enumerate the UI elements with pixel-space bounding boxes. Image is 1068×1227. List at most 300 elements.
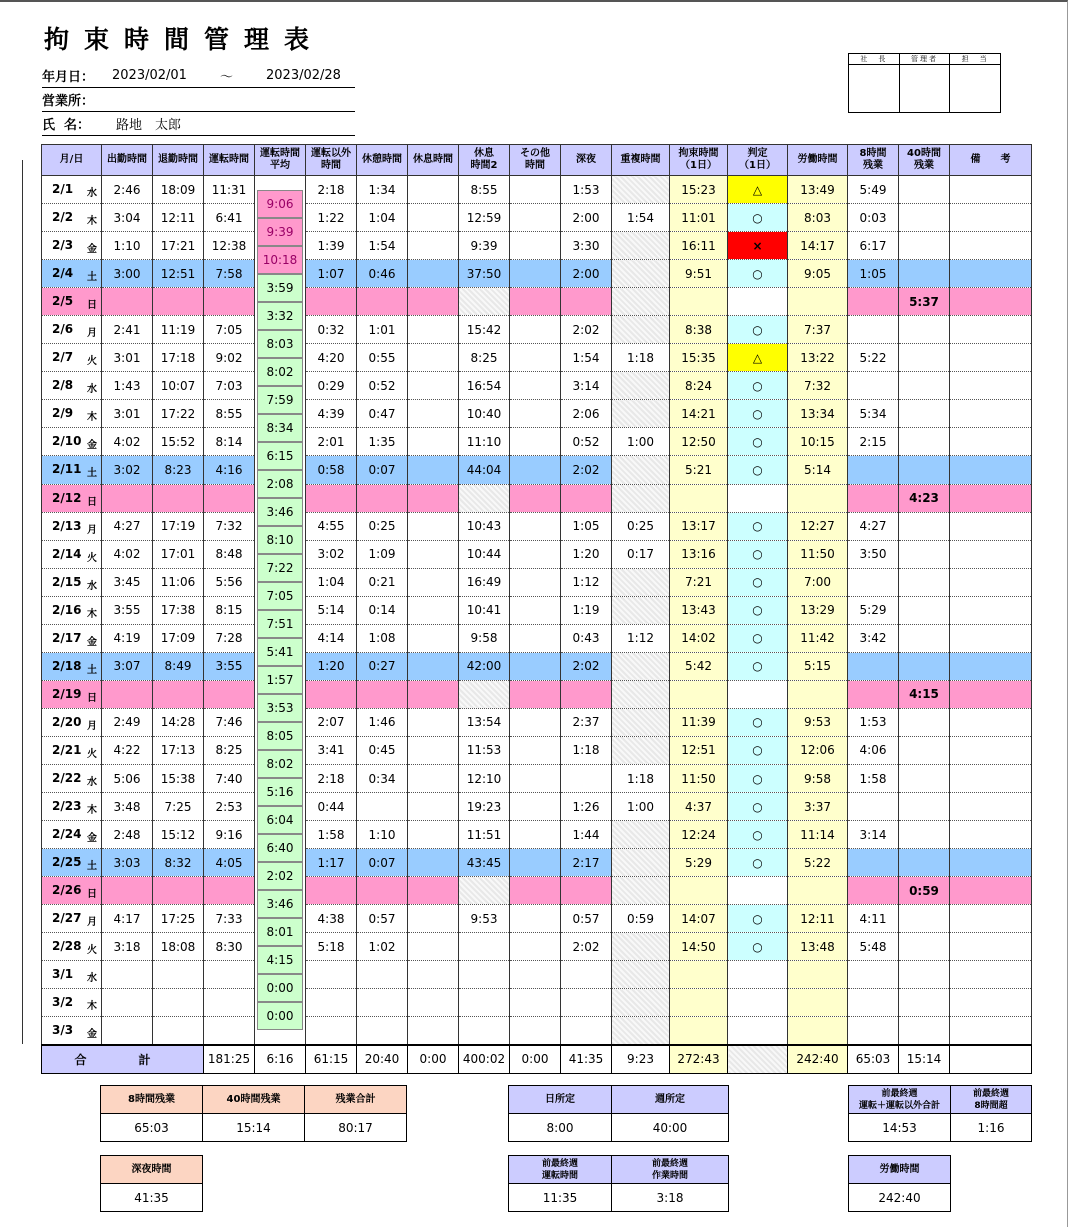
cell-etc	[510, 652, 561, 680]
cell-night: 3:30	[561, 232, 612, 260]
total-work: 242:40	[788, 1045, 848, 1073]
cell-bind: 11:01	[670, 204, 728, 232]
cell-etc	[510, 316, 561, 344]
cell-ot8: 1:58	[848, 764, 899, 792]
cell-bind: 5:42	[670, 652, 728, 680]
cell-in: 4:22	[102, 736, 153, 764]
standard-hours-summary	[508, 1085, 729, 1142]
period-to: 2023/02/28	[266, 68, 341, 83]
cell-in	[102, 877, 153, 905]
cell-judge: ○	[728, 568, 788, 596]
cell-ot40	[899, 736, 950, 764]
cell-night: 2:17	[561, 849, 612, 877]
cell-note	[950, 456, 1032, 484]
cell-rest	[408, 540, 459, 568]
cell-night	[561, 288, 612, 316]
weekday-value: 月	[87, 328, 97, 340]
cell-rest2	[459, 1017, 510, 1045]
cell-other: 2:18	[306, 176, 357, 204]
cell-other	[306, 989, 357, 1017]
total-bind: 272:43	[670, 1045, 728, 1073]
weekday-value: 土	[87, 861, 97, 873]
column-header: 8時間 残業	[848, 145, 899, 176]
lw-ot-value: 1:16	[977, 1120, 1005, 1135]
cell-break: 0:57	[357, 905, 408, 933]
cell-dup: 0:25	[612, 512, 670, 540]
date-value: 2/28	[52, 939, 82, 954]
cell-other: 2:18	[306, 764, 357, 792]
cell-ot8	[848, 877, 899, 905]
cell-ot8	[848, 1017, 899, 1045]
cell-night	[561, 484, 612, 512]
stamp-manager[interactable]	[900, 54, 951, 112]
cell-break	[357, 288, 408, 316]
cell-in: 1:43	[102, 372, 153, 400]
cell-in: 3:18	[102, 933, 153, 961]
night-summary	[100, 1155, 203, 1212]
cell-dup: 0:59	[612, 905, 670, 933]
cell-ot8	[848, 989, 899, 1017]
cell-work	[788, 484, 848, 512]
cell-rest2	[459, 961, 510, 989]
cell-break: 1:10	[357, 821, 408, 849]
cell-dup	[612, 400, 670, 428]
cell-ot8	[848, 793, 899, 821]
cell-bind: 7:21	[670, 568, 728, 596]
date-cell	[42, 456, 102, 484]
lw-drive-value: 11:35	[542, 1190, 578, 1205]
cell-night: 2:02	[561, 652, 612, 680]
cell-night: 1:18	[561, 736, 612, 764]
cell-out	[153, 877, 204, 905]
drive-average-column	[255, 176, 306, 1046]
date-value: 2/1	[52, 182, 74, 196]
cell-work	[788, 680, 848, 708]
cell-rest	[408, 372, 459, 400]
approval-stamp-box	[848, 53, 1001, 113]
side-rule	[22, 160, 23, 1044]
cell-break	[357, 484, 408, 512]
cell-drive	[204, 989, 255, 1017]
cell-in: 3:45	[102, 568, 153, 596]
cell-judge	[728, 484, 788, 512]
cell-ot8: 1:53	[848, 708, 899, 736]
cell-night: 1:53	[561, 176, 612, 204]
weekday-value: 金	[87, 636, 97, 648]
cell-drive	[204, 877, 255, 905]
cell-work: 13:29	[788, 596, 848, 624]
cell-ot40	[899, 708, 950, 736]
cell-break	[357, 989, 408, 1017]
cell-other: 0:32	[306, 316, 357, 344]
cell-note	[950, 905, 1032, 933]
cell-rest2	[459, 877, 510, 905]
cell-work	[788, 989, 848, 1017]
cell-night	[561, 1017, 612, 1045]
cell-dup	[612, 821, 670, 849]
cell-rest2: 44:04	[459, 456, 510, 484]
cell-other: 0:58	[306, 456, 357, 484]
cell-ot8: 5:49	[848, 176, 899, 204]
cell-bind: 8:38	[670, 316, 728, 344]
total-other: 61:15	[306, 1045, 357, 1073]
labor-label: 労働時間	[849, 1156, 950, 1184]
cell-in: 3:00	[102, 260, 153, 288]
cell-rest	[408, 652, 459, 680]
cell-judge: ○	[728, 793, 788, 821]
weekday-value: 土	[87, 468, 97, 480]
cell-drive: 6:41	[204, 204, 255, 232]
period-separator: ～	[220, 70, 234, 85]
weekday-value: 木	[87, 608, 97, 620]
date-cell	[42, 652, 102, 680]
column-header: 労働時間	[788, 145, 848, 176]
cell-ot40	[899, 793, 950, 821]
cell-dup	[612, 849, 670, 877]
drive-average-value: 5:41	[257, 638, 303, 666]
cell-break: 1:08	[357, 624, 408, 652]
cell-out: 11:06	[153, 568, 204, 596]
table-row	[42, 456, 1032, 484]
stamp-president[interactable]	[849, 54, 900, 112]
totals-row	[42, 1045, 1032, 1073]
cell-judge: ○	[728, 905, 788, 933]
cell-drive: 7:58	[204, 260, 255, 288]
cell-night: 2:37	[561, 708, 612, 736]
weekday-value: 水	[87, 973, 97, 985]
cell-rest	[408, 821, 459, 849]
cell-out	[153, 288, 204, 316]
table-row	[42, 232, 1032, 260]
cell-break: 0:07	[357, 456, 408, 484]
cell-out	[153, 484, 204, 512]
period-label: 年月日：	[42, 70, 95, 85]
date-cell	[42, 961, 102, 989]
cell-night	[561, 680, 612, 708]
date-value: 2/8	[52, 378, 74, 393]
cell-bind	[670, 1017, 728, 1045]
weekday-value: 月	[87, 720, 97, 732]
cell-judge	[728, 877, 788, 905]
cell-break	[357, 1017, 408, 1045]
cell-dup: 1:18	[612, 764, 670, 792]
cell-etc	[510, 933, 561, 961]
cell-night: 0:43	[561, 624, 612, 652]
cell-rest	[408, 680, 459, 708]
cell-ot40	[899, 204, 950, 232]
date-cell	[42, 484, 102, 512]
drive-average-value: 7:22	[257, 554, 303, 582]
table-row	[42, 933, 1032, 961]
cell-break: 0:47	[357, 400, 408, 428]
cell-ot40	[899, 624, 950, 652]
cell-bind: 12:50	[670, 428, 728, 456]
cell-note	[950, 1017, 1032, 1045]
cell-out: 15:12	[153, 821, 204, 849]
cell-rest2: 16:49	[459, 568, 510, 596]
cell-drive: 4:05	[204, 849, 255, 877]
cell-etc	[510, 484, 561, 512]
cell-rest2	[459, 288, 510, 316]
cell-drive: 7:46	[204, 708, 255, 736]
cell-etc	[510, 596, 561, 624]
cell-in: 3:07	[102, 652, 153, 680]
weekday-value: 月	[87, 917, 97, 929]
cell-break: 0:46	[357, 260, 408, 288]
date-cell	[42, 933, 102, 961]
weekday-value: 日	[87, 300, 97, 312]
table-row	[42, 344, 1032, 372]
cell-drive: 8:15	[204, 596, 255, 624]
cell-rest2	[459, 680, 510, 708]
week-std-value: 40:00	[652, 1120, 688, 1135]
column-header: 40時間 残業	[899, 145, 950, 176]
cell-bind	[670, 989, 728, 1017]
date-value: 2/7	[52, 350, 74, 365]
cell-in: 3:55	[102, 596, 153, 624]
date-cell	[42, 512, 102, 540]
cell-dup: 1:12	[612, 624, 670, 652]
date-value: 2/16	[52, 602, 82, 617]
cell-night: 2:02	[561, 456, 612, 484]
drive-average-value: 9:06	[257, 190, 303, 218]
period-from: 2023/02/01	[112, 68, 187, 83]
stamp-label: 担 当	[950, 54, 1000, 65]
cell-work: 7:32	[788, 372, 848, 400]
cell-drive: 7:32	[204, 512, 255, 540]
cell-rest2: 16:54	[459, 372, 510, 400]
cell-judge: ○	[728, 652, 788, 680]
cell-rest2: 10:44	[459, 540, 510, 568]
table-row	[42, 989, 1032, 1017]
drive-average-value: 6:40	[257, 834, 303, 862]
cell-bind: 13:16	[670, 540, 728, 568]
cell-rest2: 10:41	[459, 596, 510, 624]
cell-etc	[510, 989, 561, 1017]
cell-bind	[670, 877, 728, 905]
column-header: 月/日	[42, 145, 102, 176]
total-dup: 9:23	[612, 1045, 670, 1073]
cell-ot40	[899, 568, 950, 596]
cell-note	[950, 596, 1032, 624]
cell-judge: ○	[728, 540, 788, 568]
cell-work: 13:22	[788, 344, 848, 372]
total-drive-avg: 6:16	[255, 1045, 306, 1073]
cell-etc	[510, 288, 561, 316]
cell-rest2: 11:53	[459, 736, 510, 764]
cell-rest	[408, 933, 459, 961]
cell-judge: ○	[728, 372, 788, 400]
total-drive: 181:25	[204, 1045, 255, 1073]
cell-other	[306, 1017, 357, 1045]
stamp-staff[interactable]	[950, 54, 1000, 112]
cell-night: 2:00	[561, 260, 612, 288]
weekday-value: 金	[87, 1029, 97, 1041]
cell-break: 1:54	[357, 232, 408, 260]
cell-rest	[408, 624, 459, 652]
cell-break: 0:27	[357, 652, 408, 680]
cell-rest2: 8:25	[459, 344, 510, 372]
cell-judge: ○	[728, 316, 788, 344]
cell-rest	[408, 232, 459, 260]
cell-work	[788, 877, 848, 905]
stamp-label: 管理者	[900, 54, 950, 65]
cell-etc	[510, 260, 561, 288]
cell-ot8	[848, 456, 899, 484]
cell-bind: 16:11	[670, 232, 728, 260]
week-std-label: 週所定	[612, 1086, 728, 1114]
cell-break	[357, 793, 408, 821]
drive-average-value: 9:39	[257, 218, 303, 246]
timesheet-table	[41, 144, 1032, 1074]
drive-average-value: 6:04	[257, 806, 303, 834]
cell-in: 3:48	[102, 793, 153, 821]
column-header: 休息時間	[408, 145, 459, 176]
cell-other: 1:17	[306, 849, 357, 877]
cell-judge: ○	[728, 821, 788, 849]
table-row	[42, 428, 1032, 456]
date-cell	[42, 877, 102, 905]
cell-other: 3:41	[306, 736, 357, 764]
cell-out	[153, 961, 204, 989]
cell-out	[153, 1017, 204, 1045]
cell-other: 5:14	[306, 596, 357, 624]
weekday-value: 火	[87, 356, 97, 368]
drive-average-value: 5:16	[257, 778, 303, 806]
table-row	[42, 680, 1032, 708]
date-value: 2/11	[52, 462, 82, 477]
cell-break	[357, 877, 408, 905]
cell-judge: ○	[728, 456, 788, 484]
cell-dup	[612, 933, 670, 961]
cell-break: 0:25	[357, 512, 408, 540]
cell-out: 8:23	[153, 456, 204, 484]
cell-bind: 11:39	[670, 708, 728, 736]
cell-note	[950, 736, 1032, 764]
cell-rest	[408, 961, 459, 989]
date-value: 2/12	[52, 490, 82, 505]
drive-average-value: 8:02	[257, 750, 303, 778]
cell-work: 13:49	[788, 176, 848, 204]
column-header: 拘束時間 （1日）	[670, 145, 728, 176]
cell-note	[950, 568, 1032, 596]
cell-dup	[612, 680, 670, 708]
cell-drive: 5:56	[204, 568, 255, 596]
cell-judge: ○	[728, 624, 788, 652]
date-value: 2/20	[52, 714, 82, 729]
cell-rest2	[459, 484, 510, 512]
cell-out: 17:21	[153, 232, 204, 260]
cell-etc	[510, 764, 561, 792]
cell-note	[950, 232, 1032, 260]
total-etc: 0:00	[510, 1045, 561, 1073]
date-cell	[42, 428, 102, 456]
drive-average-value: 1:57	[257, 666, 303, 694]
overtime-summary	[100, 1085, 407, 1142]
cell-drive: 4:16	[204, 456, 255, 484]
cell-dup	[612, 316, 670, 344]
cell-etc	[510, 905, 561, 933]
cell-drive: 11:31	[204, 176, 255, 204]
cell-ot40	[899, 316, 950, 344]
date-value: 2/26	[52, 883, 82, 898]
cell-dup	[612, 736, 670, 764]
date-value: 2/2	[52, 210, 74, 225]
cell-work: 9:05	[788, 260, 848, 288]
cell-rest	[408, 316, 459, 344]
cell-ot40	[899, 512, 950, 540]
cell-note	[950, 821, 1032, 849]
cell-rest2: 11:51	[459, 821, 510, 849]
date-value: 2/15	[52, 574, 82, 589]
date-value: 2/27	[52, 911, 82, 926]
cell-dup: 1:54	[612, 204, 670, 232]
cell-work: 5:14	[788, 456, 848, 484]
cell-rest	[408, 400, 459, 428]
cell-ot40	[899, 933, 950, 961]
cell-dup	[612, 708, 670, 736]
period-row	[42, 64, 355, 88]
cell-etc	[510, 680, 561, 708]
cell-rest	[408, 849, 459, 877]
cell-rest2: 43:45	[459, 849, 510, 877]
cell-rest	[408, 1017, 459, 1045]
office-label: 営業所：	[42, 94, 95, 109]
cell-rest	[408, 989, 459, 1017]
cell-out: 14:28	[153, 708, 204, 736]
name-label: 氏 名：	[42, 118, 91, 133]
date-cell	[42, 204, 102, 232]
cell-dup	[612, 652, 670, 680]
date-cell	[42, 260, 102, 288]
cell-dup	[612, 176, 670, 204]
cell-ot8: 6:17	[848, 232, 899, 260]
cell-work: 9:58	[788, 764, 848, 792]
cell-etc	[510, 736, 561, 764]
lw-work-value: 3:18	[656, 1190, 684, 1205]
cell-judge	[728, 1017, 788, 1045]
cell-ot40	[899, 961, 950, 989]
cell-rest2: 15:42	[459, 316, 510, 344]
cell-bind: 13:17	[670, 512, 728, 540]
date-cell	[42, 1017, 102, 1045]
date-value: 2/13	[52, 518, 82, 533]
cell-ot8	[848, 680, 899, 708]
cell-dup	[612, 372, 670, 400]
cell-rest	[408, 708, 459, 736]
cell-out: 17:38	[153, 596, 204, 624]
cell-drive: 9:02	[204, 344, 255, 372]
cell-ot40: 0:59	[899, 877, 950, 905]
cell-out: 17:18	[153, 344, 204, 372]
cell-drive: 8:30	[204, 933, 255, 961]
cell-note	[950, 680, 1032, 708]
date-value: 2/6	[52, 322, 74, 337]
cell-ot8: 0:03	[848, 204, 899, 232]
cell-other: 2:01	[306, 428, 357, 456]
cell-work: 5:15	[788, 652, 848, 680]
cell-other: 0:29	[306, 372, 357, 400]
date-cell	[42, 624, 102, 652]
drive-average-value: 4:15	[257, 946, 303, 974]
cell-ot40: 4:15	[899, 680, 950, 708]
cell-ot40	[899, 260, 950, 288]
cell-out: 10:07	[153, 372, 204, 400]
cell-in: 3:02	[102, 456, 153, 484]
cell-in: 4:02	[102, 540, 153, 568]
column-header: 備 考	[950, 145, 1032, 176]
date-value: 2/21	[52, 742, 82, 757]
